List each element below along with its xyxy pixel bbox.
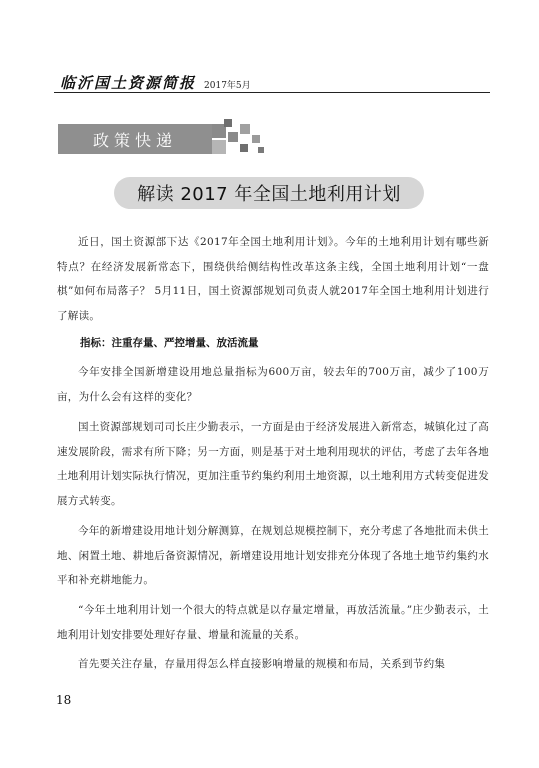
header-divider: [54, 92, 490, 93]
paragraph-3: 今年的新增建设用地计划分解测算，在规划总规模控制下，充分考虑了各地批而未供土地、闲置土地、耕地后备资源情况，新增建设用地计划安排充分体现了各地土地节约集约水平和补充耕地能力。: [57, 525, 489, 586]
paragraph-1: 今年安排全国新增建设用地总量指标为600万亩，较去年的700万亩，减少了100万亩，为什么会有这样的变化？: [57, 366, 489, 403]
section-label: 政策快递: [92, 130, 177, 150]
intro-paragraph: 近日，国土资源部下达《2017年全国土地利用计划》。今年的土地利用计划有哪些新特点？在经济发展新常态下，围绕供给侧结构性改革这条主线，全国土地利用计划“一盘棋”如何布局落子？ 5月11日，国土资源部规划司负责人就2017年全国土地利用计划进行了解读。: [57, 236, 489, 322]
article-title-banner: [114, 177, 424, 209]
section-subheading: 指标：注重存量、严控增量、放活流量: [80, 337, 259, 349]
publication-header: [60, 72, 251, 93]
article-title: 解读 2017 年全国土地利用计划: [137, 184, 401, 205]
page-number: 18: [56, 693, 72, 707]
publication-title: 临沂国土资源简报: [60, 74, 197, 92]
section-banner: [58, 124, 212, 154]
paragraph-4: “今年土地利用计划一个很大的特点就是以存量定增量，再放活流量。”庄少勤表示，土地利用计划安排要处理好存量、增量和流量的关系。: [57, 604, 489, 641]
paragraph-5: 首先要关注存量，存量用得怎么样直接影响增量的规模和布局，关系到节约集: [78, 658, 446, 670]
paragraph-2: 国土资源部规划司司长庄少勤表示，一方面是由于经济发展进入新常态，城镇化过了高速发展阶段，需求有所下降；另一方面，则是基于对土地利用现状的评估，考虑了去年各地土地利用计划实际执行情况，更加注重节约集约利用土地资源，以土地利用方式转变促进发展方式转变。: [57, 421, 489, 507]
issue-date: 2017年5月: [204, 81, 251, 91]
